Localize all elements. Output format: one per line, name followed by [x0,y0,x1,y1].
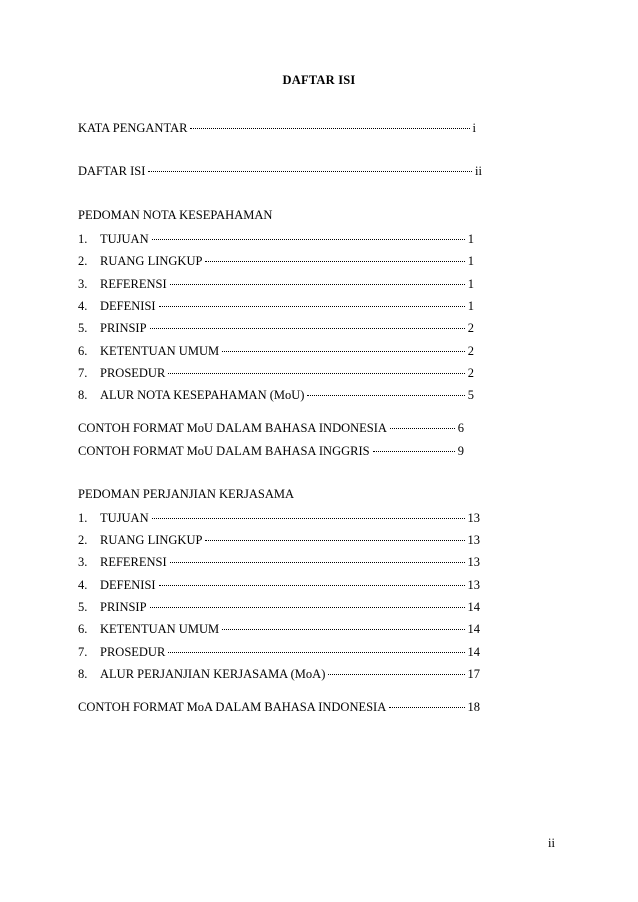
item-page: 5 [467,388,474,402]
item-page: 1 [467,232,474,246]
item-number: 3. [78,277,88,291]
item-page: 1 [467,254,474,268]
toc-item [78,388,474,402]
toc-item [78,622,480,636]
item-label: DEFENISI [100,578,156,592]
dot-leader [170,283,465,285]
item-label: TUJUAN [100,511,149,525]
item-number: 6. [78,344,88,358]
toc-entry-contoh-mou-inggris [78,444,464,458]
item-label: ALUR NOTA KESEPAHAMAN (MoU) [100,388,305,402]
dot-leader [389,706,464,708]
item-page: 17 [467,667,480,681]
toc-entry-daftar-isi [78,164,482,178]
item-page: 1 [467,277,474,291]
toc-item [78,600,480,614]
toc-entry-contoh-mou-indonesia [78,421,464,435]
item-page: 13 [467,533,480,547]
item-label: PRINSIP [100,600,147,614]
toc-item [78,277,474,291]
dot-leader [168,372,464,374]
footer-page-number: ii [548,836,555,850]
item-number: 4. [78,578,88,592]
toc-item [78,578,480,592]
dot-leader [390,427,455,429]
item-label: RUANG LINGKUP [100,254,203,268]
dot-leader [168,651,464,653]
item-number: 3. [78,555,88,569]
dot-leader [152,238,465,240]
dot-leader [222,628,464,630]
toc-entry-contoh-moa-indonesia [78,700,480,714]
toc-item [78,299,474,313]
toc-entry-label: CONTOH FORMAT MoA DALAM BAHASA INDONESIA [78,700,387,714]
item-number: 4. [78,299,88,313]
item-label: KETENTUAN UMUM [100,622,220,636]
item-number: 8. [78,667,88,681]
item-label: PRINSIP [100,321,147,335]
toc-entry-label: CONTOH FORMAT MoU DALAM BAHASA INGGRIS [78,444,370,458]
toc-item [78,533,480,547]
item-number: 5. [78,600,88,614]
item-page: 13 [467,578,480,592]
toc-item [78,321,474,335]
toc-entry-page: 18 [467,700,480,714]
item-page: 2 [467,344,474,358]
item-page: 13 [467,511,480,525]
item-page: 2 [467,366,474,380]
toc-item [78,232,474,246]
dot-leader [148,170,472,172]
item-label: REFERENSI [100,555,167,569]
dot-leader [190,127,469,129]
item-page: 14 [467,600,480,614]
item-number: 5. [78,321,88,335]
item-number: 1. [78,511,88,525]
toc-entry-page: i [472,121,476,135]
toc-entry-kata-pengantar [78,121,476,135]
item-page: 2 [467,321,474,335]
dot-leader [307,394,464,396]
toc-item [78,645,480,659]
section-heading-perjanjian-kerjasama: PEDOMAN PERJANJIAN KERJASAMA [78,487,294,501]
item-label: DEFENISI [100,299,156,313]
page-title: DAFTAR ISI [282,73,356,87]
item-number: 6. [78,622,88,636]
item-label: ALUR PERJANJIAN KERJASAMA (MoA) [100,667,326,681]
toc-entry-page: 6 [457,421,464,435]
dot-leader [328,673,464,675]
item-number: 1. [78,232,88,246]
item-label: TUJUAN [100,232,149,246]
item-number: 7. [78,366,88,380]
item-label: KETENTUAN UMUM [100,344,220,358]
dot-leader [222,350,465,352]
item-number: 2. [78,533,88,547]
item-number: 8. [78,388,88,402]
item-page: 1 [467,299,474,313]
toc-item [78,366,474,380]
toc-item [78,344,474,358]
dot-leader [150,606,465,608]
dot-leader [152,517,465,519]
dot-leader [205,539,464,541]
item-label: REFERENSI [100,277,167,291]
toc-entry-label: DAFTAR ISI [78,164,146,178]
section-heading-nota-kesepahaman: PEDOMAN NOTA KESEPAHAMAN [78,208,273,222]
toc-entry-label: CONTOH FORMAT MoU DALAM BAHASA INDONESIA [78,421,387,435]
dot-leader [150,327,465,329]
dot-leader [170,561,465,563]
dot-leader [159,584,465,586]
item-number: 7. [78,645,88,659]
toc-item [78,511,480,525]
toc-entry-page: 9 [457,444,464,458]
dot-leader [159,305,465,307]
item-label: PROSEDUR [100,645,166,659]
dot-leader [373,450,455,452]
item-page: 14 [467,622,480,636]
toc-item [78,667,480,681]
item-label: PROSEDUR [100,366,166,380]
toc-entry-page: ii [475,164,482,178]
toc-item [78,254,474,268]
toc-item [78,555,480,569]
item-label: RUANG LINGKUP [100,533,203,547]
dot-leader [205,260,464,262]
toc-entry-label: KATA PENGANTAR [78,121,188,135]
item-number: 2. [78,254,88,268]
item-page: 14 [467,645,480,659]
item-page: 13 [467,555,480,569]
